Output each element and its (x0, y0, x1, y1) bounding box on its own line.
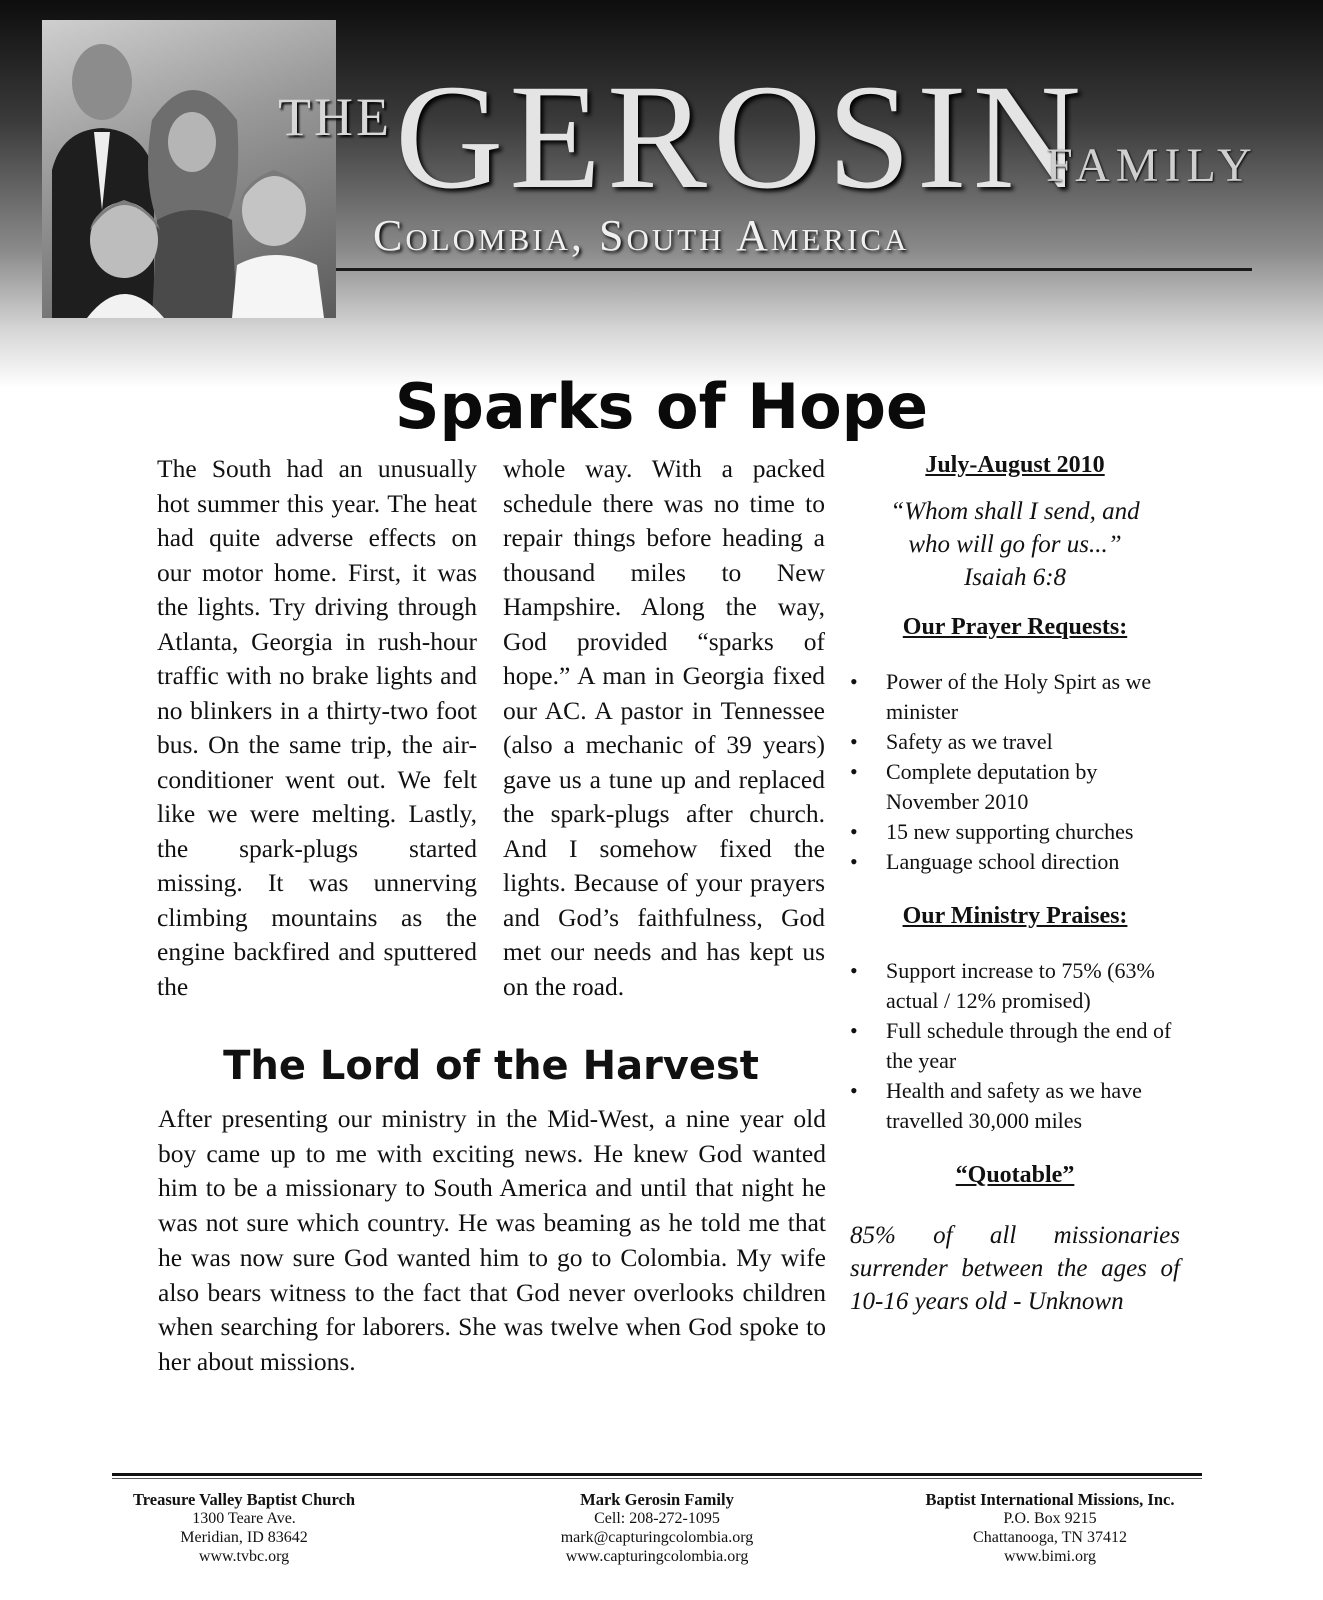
list-item: • Full schedule through the end of the year (850, 1016, 1180, 1076)
prayer-requests-heading: Our Prayer Requests: (902, 614, 1128, 640)
newsletter-title: Sparks of Hope (394, 370, 929, 443)
mission-website: www.bimi.org (1004, 1548, 1096, 1565)
masthead-the: THE (278, 87, 392, 147)
family-name: Mark Gerosin Family (580, 1490, 734, 1509)
article-column-2: whole way. With a packed schedule there was no time to repair things before heading a thousand miles to New Hampshire. Along the way, God provided “sparks of hope.” A man in Georgia fixed our AC. A pastor in Tennessee (also a mechanic of 39 years) gave us a tune up and replaced the spark-plugs after church. And I somehow fixed the lights. Because of your prayers and God’s faithfulness, God met our needs and has kept us on the road. (503, 454, 825, 1001)
list-item: • Safety as we travel (850, 727, 1180, 757)
footer-family (518, 1490, 796, 1566)
mission-name: Baptist International Missions, Inc. (925, 1490, 1175, 1509)
list-item: • Language school direction (850, 847, 1180, 877)
church-address: 1300 Teare Ave. (192, 1510, 296, 1527)
article-heading-harvest: The Lord of the Harvest (223, 1043, 759, 1089)
quote-text: 85% of all missionaries surrender between the ages of 10-16 years old - Unknown (850, 1222, 1180, 1315)
church-city: Meridian, ID 83642 (180, 1529, 308, 1546)
prayer-requests-list (850, 667, 1180, 877)
family-photo-illustration (42, 20, 336, 318)
family-website: www.capturingcolombia.org (565, 1548, 749, 1565)
list-item: • 15 new supporting churches (850, 817, 1180, 847)
mission-city: Chattanooga, TN 37412 (973, 1529, 1127, 1546)
list-item: • Complete deputation by November 2010 (850, 757, 1180, 817)
church-website: www.tvbc.org (198, 1548, 290, 1565)
article-column-1: The South had an unusually hot summer this year. The heat had quite adverse effects on our motor home. First, it was the lights. Try driving through Atlanta, Georgia in rush-hour traffic with no brake lights and no blinkers in a thirty-two foot bus. On the same trip, the air-conditioner went out. We felt like we were melting. Lastly, the spark-plugs started missing. It was unnerving climbing mountains as the engine backfired and sputtered the (157, 454, 477, 1001)
sidebar (850, 452, 1180, 1318)
ministry-praises-heading: Our Ministry Praises: (902, 903, 1128, 929)
issue-date: July-August 2010 (925, 452, 1105, 478)
quotable-heading: “Quotable” (955, 1162, 1075, 1188)
family-phone: Cell: 208-272-1095 (594, 1510, 720, 1527)
masthead-name: GEROSIN (395, 54, 1088, 220)
verse-reference: Isaiah 6:8 (963, 564, 1067, 591)
church-name: Treasure Valley Baptist Church (132, 1490, 356, 1509)
ministry-praises-list (850, 956, 1180, 1136)
masthead-rule (336, 268, 1252, 271)
list-item: • Health and safety as we have travelled 30,000 miles (850, 1076, 1180, 1136)
footer-rule-thin (112, 1478, 1202, 1479)
article-body-harvest: After presenting our ministry in the Mid-West, a nine year old boy came up to me with exciting news. He knew God wanted him to be a missionary to South America and until that night he was not sure which country. He was beaming as he told me that he was now sure God wanted him to go to Colombia. My wife also bears witness to the fact that God never overlooks children when searching for laborers. She was twelve when God spoke to her about missions. (158, 1104, 826, 1376)
verse-line-2: who will go for us...” (908, 531, 1122, 558)
header-banner (0, 0, 1323, 390)
family-email: mark@capturingcolombia.org (560, 1529, 754, 1546)
list-item: • Support increase to 75% (63% actual / 12% promised) (850, 956, 1180, 1016)
masthead-location: Colombia, South America (373, 211, 910, 260)
footer-rule (112, 1473, 1202, 1476)
mission-pobox: P.O. Box 9215 (1003, 1510, 1097, 1527)
masthead-family: FAMILY (1046, 139, 1258, 192)
footer-mission (900, 1490, 1200, 1566)
verse-line-1: “Whom shall I send, and (890, 498, 1140, 525)
footer-church (112, 1490, 376, 1566)
family-photo (42, 20, 336, 318)
list-item: • Power of the Holy Spirt as we minister (850, 667, 1180, 727)
